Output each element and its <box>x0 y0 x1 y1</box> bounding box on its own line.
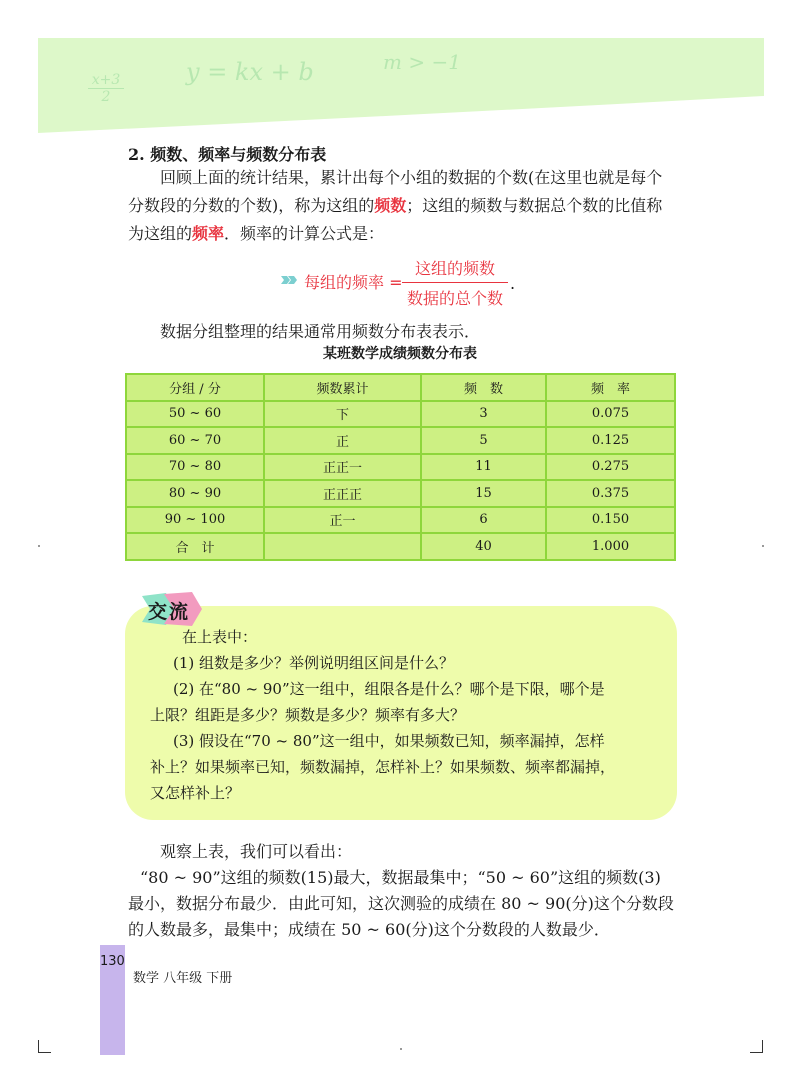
table-row <box>126 454 675 481</box>
table-row <box>126 401 675 428</box>
banner-fraction-denominator: 2 <box>101 89 111 105</box>
term-relative-frequency: 频率 <box>192 224 225 243</box>
cell-frequency: 0.075 <box>546 401 675 428</box>
formula-denominator: 数据的总个数 <box>406 289 503 308</box>
cell-count: 6 <box>421 507 546 534</box>
conclusion-line-4: 的人数最多，最集中；成绩在 50 ~ 60(分)这个分数段的人数最少． <box>128 920 610 939</box>
col-header-tally: 频数累计 <box>264 374 421 401</box>
formula-lhs: 每组的频率 = <box>304 273 403 292</box>
formula-end: . <box>510 274 516 293</box>
table-caption: 某班数学成绩频数分布表 <box>323 346 477 362</box>
banner-fraction-numerator: x+3 <box>88 72 124 89</box>
banner-fraction <box>88 72 124 105</box>
question-2-line-1: (2) 在“80 ~ 90”这一组中，组限各是什么？哪个是下限，哪个是 <box>173 680 605 698</box>
cell-frequency: 0.275 <box>546 454 675 481</box>
header-banner <box>38 38 764 133</box>
registration-mark <box>400 1048 402 1050</box>
cell-frequency: 0.150 <box>546 507 675 534</box>
cell-frequency: 0.125 <box>546 427 675 454</box>
table-row <box>126 427 675 454</box>
cell-tally: 正正正 <box>264 480 421 507</box>
intro-text: ．频率的计算公式是： <box>224 224 385 243</box>
conclusion-line-2: “80 ~ 90”这组的频数(15)最大，数据最集中；“50 ~ 60”这组的频数(3) <box>140 868 661 887</box>
col-header-group: 分组 / 分 <box>126 374 264 401</box>
conclusion-line-1: 观察上表，我们可以看出： <box>160 842 353 861</box>
cell-frequency: 1.000 <box>546 533 675 560</box>
cell-group: 80 ~ 90 <box>126 480 264 507</box>
table-row <box>126 507 675 534</box>
intro-line-3 <box>128 220 688 248</box>
cell-tally: 正一 <box>264 507 421 534</box>
cell-count: 5 <box>421 427 546 454</box>
cell-count: 3 <box>421 401 546 428</box>
cell-frequency: 0.375 <box>546 480 675 507</box>
intro-text: 回顾上面的统计结果，累计出每个小组的数据的个数(在这里也就是每个 <box>160 168 663 187</box>
formula-fraction <box>402 256 508 309</box>
discussion-badge <box>138 592 218 626</box>
table-total-row <box>126 533 675 560</box>
question-3-line-1: (3) 假设在“70 ~ 80”这一组中，如果频数已知，频率漏掉，怎样 <box>173 732 605 750</box>
cell-count: 11 <box>421 454 546 481</box>
crop-mark-bottom-right <box>750 1040 763 1053</box>
intro-text: 为这组的 <box>128 224 193 243</box>
cell-count: 40 <box>421 533 546 560</box>
question-2-line-2: 上限？组距是多少？频数是多少？频率有多大？ <box>150 706 466 724</box>
cell-tally: 正正一 <box>264 454 421 481</box>
table-intro: 数据分组整理的结果通常用频数分布表表示． <box>160 322 481 341</box>
cell-tally <box>264 533 421 560</box>
cell-tally: 正 <box>264 427 421 454</box>
intro-text: ；这组的频数与数据总个数的比值称 <box>406 196 663 215</box>
question-3-line-3: 又怎样补上？ <box>150 784 241 802</box>
intro-text: 分数段的分数的个数)，称为这组的 <box>128 196 375 215</box>
intro-line-1 <box>160 164 720 192</box>
cell-count: 15 <box>421 480 546 507</box>
section-title: 2. 频数、频率与频数分布表 <box>128 145 327 164</box>
question-3-line-2: 补上？如果频率已知，频数漏掉，怎样补上？如果频数、频率都漏掉， <box>150 758 616 776</box>
cell-group: 70 ~ 80 <box>126 454 264 481</box>
col-header-count: 频 数 <box>421 374 546 401</box>
table-header-row <box>126 374 675 401</box>
banner-inequality: m > −1 <box>383 50 461 74</box>
cell-group: 60 ~ 70 <box>126 427 264 454</box>
question-1: (1) 组数是多少？举例说明组区间是什么？ <box>173 654 455 672</box>
registration-mark <box>38 545 40 547</box>
cell-tally: 下 <box>264 401 421 428</box>
registration-mark <box>762 545 764 547</box>
table-row <box>126 480 675 507</box>
banner-linear-formula: y = kx + b <box>186 58 314 86</box>
frequency-table <box>125 373 676 561</box>
cell-group: 90 ~ 100 <box>126 507 264 534</box>
term-frequency: 频数 <box>374 196 407 215</box>
cell-group: 50 ~ 60 <box>126 401 264 428</box>
col-header-frequency: 频 率 <box>546 374 675 401</box>
double-arrow-icon <box>280 273 298 287</box>
book-title: 数学 八年级 下册 <box>133 971 233 986</box>
conclusion-line-3: 最小，数据分布最少．由此可知，这次测验的成绩在 80 ~ 90(分)这个分数段 <box>128 894 674 913</box>
discussion-badge-label: 交流 <box>148 601 191 623</box>
cell-group: 合 计 <box>126 533 264 560</box>
frequency-formula <box>280 256 540 306</box>
discussion-lead: 在上表中： <box>182 628 258 646</box>
intro-line-2 <box>128 192 688 220</box>
page-number: 130 <box>100 954 125 969</box>
crop-mark-bottom-left <box>38 1040 51 1053</box>
formula-numerator: 这组的频数 <box>402 256 508 283</box>
